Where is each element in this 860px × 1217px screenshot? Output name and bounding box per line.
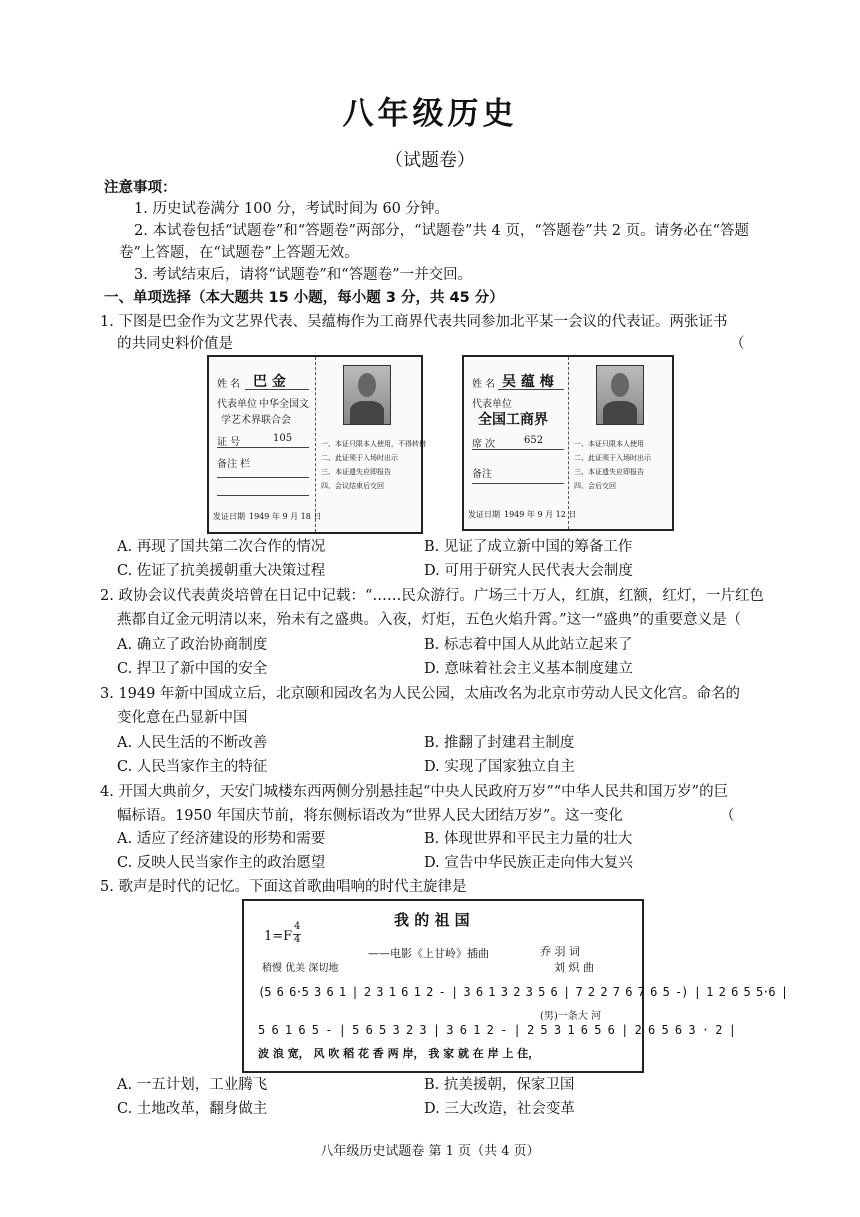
card-date: 1949 年 9 月 12 日 <box>504 510 577 519</box>
notice-heading: 注意事项： <box>104 180 177 196</box>
music-score <box>242 899 788 1073</box>
delegate-photo <box>343 365 391 425</box>
option-b[interactable]: B. 推翻了封建君主制度 <box>424 735 575 751</box>
question-stem: 5. 歌声是时代的记忆。下面这首歌曲唱响的时代主旋律是 <box>100 879 467 895</box>
card-unit: 中华全国文 <box>259 399 309 410</box>
card-remark-label: 备注 栏 <box>217 459 251 470</box>
card-rule: 二、此证须于入场时出示 <box>321 454 398 462</box>
question-stem: 变化意在凸显新中国 <box>117 710 248 726</box>
card-date-label: 发证日期 <box>213 512 245 521</box>
score-key: 1=F <box>264 929 293 944</box>
card-rule: 四、会后交回 <box>574 482 616 490</box>
card-unit: 全国工商界 <box>478 412 548 428</box>
option-c[interactable]: C. 人民当家作主的特征 <box>117 759 268 775</box>
card-field-value: 652 <box>524 435 544 446</box>
score-title: 我 的 祖 国 <box>394 911 470 929</box>
option-a[interactable]: A. 一五计划，工业腾飞 <box>117 1077 268 1093</box>
card-unit-label: 代表单位 <box>217 399 257 410</box>
option-b[interactable]: B. 见证了成立新中国的筹备工作 <box>424 539 633 555</box>
option-d[interactable]: D. 可用于研究人民代表大会制度 <box>424 563 633 579</box>
score-lyric: 波 浪 宽， 风 吹 稻 花 香 两 岸， 我 家 就 在 岸 上 住， <box>258 1047 540 1060</box>
option-d[interactable]: D. 三大改造，社会变革 <box>424 1101 575 1117</box>
score-lyric: (男)一条大 河 <box>540 1011 601 1022</box>
notice-item: 2. 本试卷包括“试题卷”和“答题卷”两部分，“试题卷”共 4 页，“答题卷”共 2 页。请务必在“答题 <box>134 223 750 239</box>
card-name: 吴 蕴 梅 <box>502 374 554 390</box>
question-stem: 燕都自辽金元明清以来，殆未有之盛典。入夜，灯炬，五色火焰升霄。”这一“盛典”的重要意义是（ <box>117 612 741 628</box>
card-field-label: 证 号 <box>217 437 241 448</box>
option-c[interactable]: C. 捍卫了新中国的安全 <box>117 661 268 677</box>
score-meter-bottom: 4 <box>294 934 301 945</box>
card-name-label: 姓 名 <box>472 379 496 390</box>
question-stem: 3. 1949 年新中国成立后，北京颐和园改名为人民公园，太庙改名为北京市劳动人民文化宫。命名的 <box>100 686 740 702</box>
card-rule: 四、会议结束后交回 <box>321 482 384 490</box>
option-b[interactable]: B. 体现世界和平民主力量的壮大 <box>424 831 633 847</box>
score-composer: 刘 炽 曲 <box>554 961 594 974</box>
page-subtitle: （试题卷） <box>385 150 475 171</box>
notice-item: 3. 考试结束后，请将“试题卷”和“答题卷”一并交回。 <box>134 267 473 283</box>
option-a[interactable]: A. 再现了国共第二次合作的情况 <box>117 539 326 555</box>
card-rule: 一、本证只限本人使用，不得转借 <box>321 440 426 448</box>
card-remark-label: 备注 <box>472 469 492 480</box>
card-rule: 三、本证遗失应即报告 <box>321 468 391 476</box>
option-a[interactable]: A. 人民生活的不断改善 <box>117 735 268 751</box>
score-subtitle: ——电影《上甘岭》插曲 <box>368 947 489 960</box>
option-d[interactable]: D. 意味着社会主义基本制度建立 <box>424 661 633 677</box>
question-stem: 4. 开国大典前夕，天安门城楼东西两侧分别悬挂起“中央人民政府万岁”“中华人民共和国万岁”的巨 <box>100 784 729 800</box>
score-lyricist: 乔 羽 词 <box>540 945 580 958</box>
card-field-value: 105 <box>273 433 293 444</box>
card-unit: 学艺术界联合会 <box>221 415 291 426</box>
card-name: 巴 金 <box>253 374 286 390</box>
page-footer: 八年级历史试题卷 第 1 页（共 4 页） <box>320 1144 540 1159</box>
question-stem: 的共同史料价值是 <box>117 336 233 352</box>
card-date: 1949 年 9 月 18 日 <box>249 512 322 521</box>
card-unit-label: 代表单位 <box>472 399 512 410</box>
question-stem: 1. 下图是巴金作为文艺界代表、吴蕴梅作为工商界代表共同参加北平某一会议的代表证。两张证书 <box>100 314 728 330</box>
option-a[interactable]: A. 适应了经济建设的形势和需要 <box>117 831 326 847</box>
question-stem: 2. 政协会议代表黄炎培曾在日记中记载：“……民众游行。广场三十万人，红旗，红额，红灯，一片红色 <box>100 588 764 604</box>
card-rule: 三、本证遗失应即报告 <box>574 468 644 476</box>
option-c[interactable]: C. 佐证了抗美援朝重大决策过程 <box>117 563 326 579</box>
section-heading: 一、单项选择（本大题共 15 小题，每小题 3 分，共 45 分） <box>104 290 504 306</box>
card-field-label: 席 次 <box>472 439 496 450</box>
card-date-label: 发证日期 <box>468 510 500 519</box>
score-meter-top: 4 <box>294 921 301 932</box>
option-b[interactable]: B. 抗美援朝，保家卫国 <box>424 1077 575 1093</box>
notice-item: 1. 历史试卷满分 100 分，考试时间为 60 分钟。 <box>134 201 450 217</box>
delegate-photo <box>596 365 644 425</box>
question-stem: 幅标语。1950 年国庆节前，将东侧标语改为“世界人民大团结万岁”。这一变化 <box>117 808 623 824</box>
score-tempo: 稍慢 优美 深切地 <box>262 963 339 974</box>
delegate-card-bajin <box>207 355 426 534</box>
delegate-card-wu <box>462 355 674 531</box>
notice-item: 卷”上答题，在“试题卷”上答题无效。 <box>119 245 359 261</box>
page-title: 八年级历史 <box>342 96 518 132</box>
score-notes: 5 6 1 6 5 - | 5 6 5 3 2 3 | 3 6 1 2 - | 2 5 3 1 6 5 6 | 2 6 5 6 3 · 2 | <box>258 1023 736 1037</box>
card-rule: 一、本证只限本人使用 <box>574 440 644 448</box>
option-d[interactable]: D. 宣告中华民族正走向伟大复兴 <box>424 855 633 871</box>
card-name-label: 姓 名 <box>217 379 241 390</box>
score-notes: (5 6 6·5 3 6 1 | 2 3 1 6 1 2 - | 3 6 1 3 2 3 5 6 | 7 2 2 7 6 7 6 5 -) | 1 2 6 5 5·6 | <box>258 985 788 999</box>
option-a[interactable]: A. 确立了政治协商制度 <box>117 637 268 653</box>
card-rule: 二、此证须于入场时出示 <box>574 454 651 462</box>
answer-paren: （ <box>720 808 735 824</box>
option-c[interactable]: C. 反映人民当家作主的政治愿望 <box>117 855 326 871</box>
option-c[interactable]: C. 土地改革，翻身做主 <box>117 1101 268 1117</box>
option-d[interactable]: D. 实现了国家独立自主 <box>424 759 575 775</box>
answer-paren: （ <box>730 336 745 352</box>
option-b[interactable]: B. 标志着中国人从此站立起来了 <box>424 637 633 653</box>
